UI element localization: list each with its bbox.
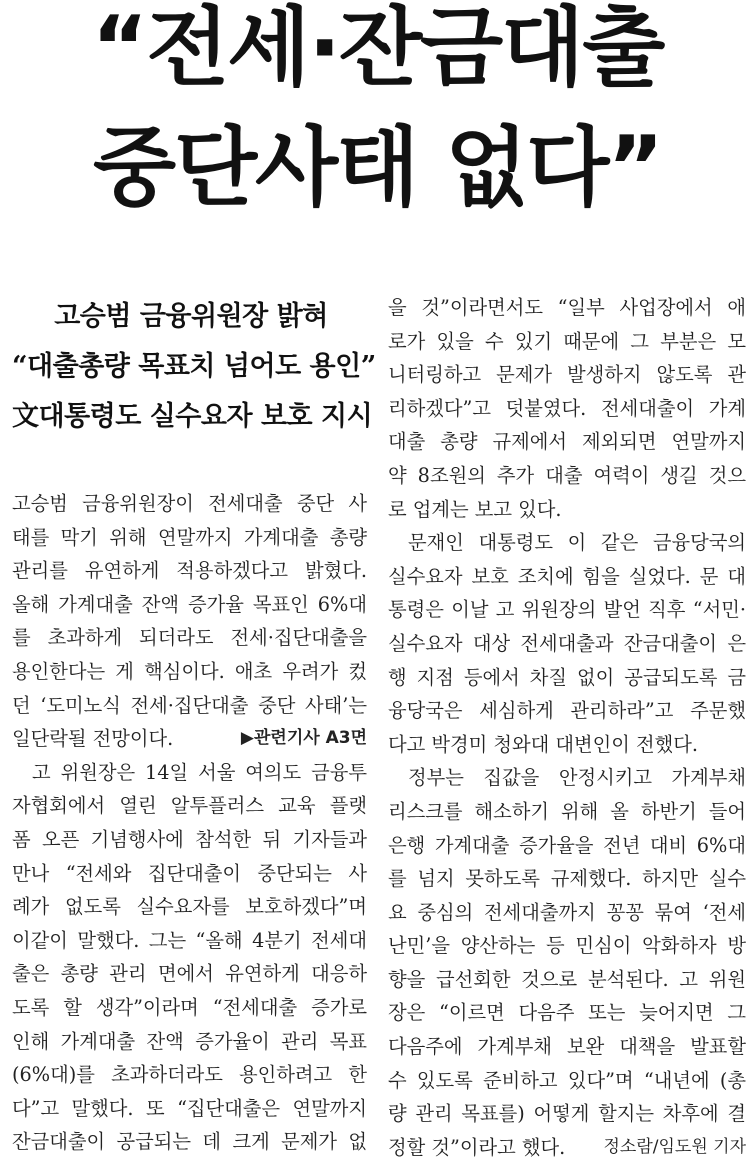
subheadline: “대출총량 목표치 넘어도 용인”	[12, 351, 376, 382]
body-line: 리하겠다”고 덧붙였다. 전세대출이 가계	[388, 396, 746, 420]
headline-line-1: “전세·잔금대출	[91, 0, 664, 98]
body-line: 정부는 집값을 안정시키고 가계부채	[408, 766, 746, 790]
body-line: 니터링하고 문제가 발생하지 않도록 관	[388, 363, 746, 387]
body-line: 실수요자 대상 전세대출과 잔금대출이 은	[388, 631, 746, 655]
body-line: 를 넘지 못하도록 규제했다. 하지만 실수	[388, 867, 746, 891]
body-line: 로 업계는 보고 있다.	[388, 497, 562, 521]
body-text: 일단락될 전망이다.	[12, 727, 174, 751]
byline: 정소람/임도원 기자	[603, 1136, 746, 1157]
body-line: 문재인 대통령도 이 같은 금융당국의	[408, 531, 746, 555]
subheadline: 文대통령도 실수요자 보호 지시	[12, 401, 373, 432]
body-line: 고 위원장은 14일 서울 여의도 금융투	[32, 760, 367, 784]
body-line: (6%대)를 초과하더라도 용인하려고 한	[12, 1063, 367, 1087]
body-line: 고승범 금융위원장이 전세대출 중단 사	[12, 492, 367, 515]
subheadline: 고승범 금융위원장 밝혀	[54, 301, 328, 332]
body-line: 태를 막기 위해 연말까지 가계대출 총량	[12, 525, 367, 549]
body-line: 다음주에 가계부채 보완 대책을 발표할	[388, 1035, 746, 1059]
body-line: 을 것”이라면서도 “일부 사업장에서 애	[388, 296, 746, 319]
body-line: 도록 할 생각”이라며 “전세대출 증가로	[12, 995, 367, 1019]
body-line: 량 관리 목표를) 어떻게 할지는 차후에 결	[388, 1102, 746, 1126]
body-line: 만나 “전세와 집단대출이 중단되는 사	[12, 861, 367, 885]
subheadline-block	[12, 292, 376, 442]
body-line-with-reference	[12, 722, 367, 756]
body-line: 다고 박경미 청와대 대변인이 전했다.	[388, 732, 699, 756]
body-line: 실수요자 보호 조치에 힘을 실었다. 문 대	[388, 564, 746, 588]
body-line: 리스크를 해소하기 위해 올 하반기 들어	[388, 799, 746, 823]
body-line: 잔금대출이 공급되는 데 크게 문제가 없	[12, 1130, 367, 1154]
body-line: 폼 오픈 기념행사에 참석한 뒤 기자들과	[12, 827, 367, 851]
article-column-left	[12, 487, 367, 1159]
headline-line-2: 중단사태 없다”	[93, 118, 662, 218]
article-column-right	[388, 291, 746, 1164]
body-line: 던 ‘도미노식 전세·집단대출 중단 사태’는	[12, 693, 367, 717]
related-article-link[interactable]: ▶관련기사 A3면	[240, 728, 367, 749]
body-line: 자협회에서 열린 알투플러스 교육 플랫	[12, 794, 367, 818]
body-line: 례가 없도록 실수요자를 보호하겠다”며	[12, 895, 367, 919]
body-line: 은행 가계대출 증가율을 전년 대비 6%대	[388, 833, 746, 857]
body-line: 행 지점 등에서 차질 없이 공급되도록 금	[388, 665, 746, 689]
body-line: 다”고 말했다. 또 “집단대출은 연말까지	[12, 1096, 367, 1120]
body-line: 이같이 말했다. 그는 “올해 4분기 전세대	[12, 928, 367, 952]
body-line: 인해 가계대출 잔액 증가율이 관리 목표	[12, 1029, 367, 1053]
body-line: 장은 “이르면 다음주 또는 늦어지면 그	[388, 1001, 746, 1025]
body-line: 용인한다는 게 핵심이다. 애초 우려가 컸	[12, 659, 367, 683]
body-line: 출은 총량 관리 면에서 유연하게 대응하	[12, 962, 367, 986]
body-line: 난민’을 양산하는 등 민심이 악화하자 방	[388, 934, 746, 958]
body-line: 융당국은 세심하게 관리하라”고 주문했	[388, 699, 746, 723]
body-line: 를 초과하게 되더라도 전세·집단대출을	[12, 626, 367, 650]
body-line: 로가 있을 수 있기 때문에 그 부분은 모	[388, 329, 746, 353]
body-line: 통령은 이날 고 위원장의 발언 직후 “서민·	[388, 598, 746, 622]
body-line: 관리를 유연하게 적용하겠다고 밝혔다.	[12, 559, 367, 583]
body-text: 정할 것”이라고 했다.	[388, 1135, 566, 1159]
body-line-with-byline	[388, 1131, 746, 1164]
body-line: 요 중심의 전세대출까지 꽁꽁 묶여 ‘전세	[388, 900, 746, 924]
body-line: 올해 가계대출 잔액 증가율 목표인 6%대	[12, 592, 367, 616]
body-line: 약 8조원의 추가 대출 여력이 생길 것으	[388, 463, 746, 487]
body-line: 대출 총량 규제에서 제외되면 연말까지	[388, 430, 746, 454]
body-line: 수 있도록 준비하고 있다”며 “내년에 (총	[388, 1068, 746, 1092]
body-line: 향을 급선회한 것으로 분석된다. 고 위원	[388, 967, 746, 991]
